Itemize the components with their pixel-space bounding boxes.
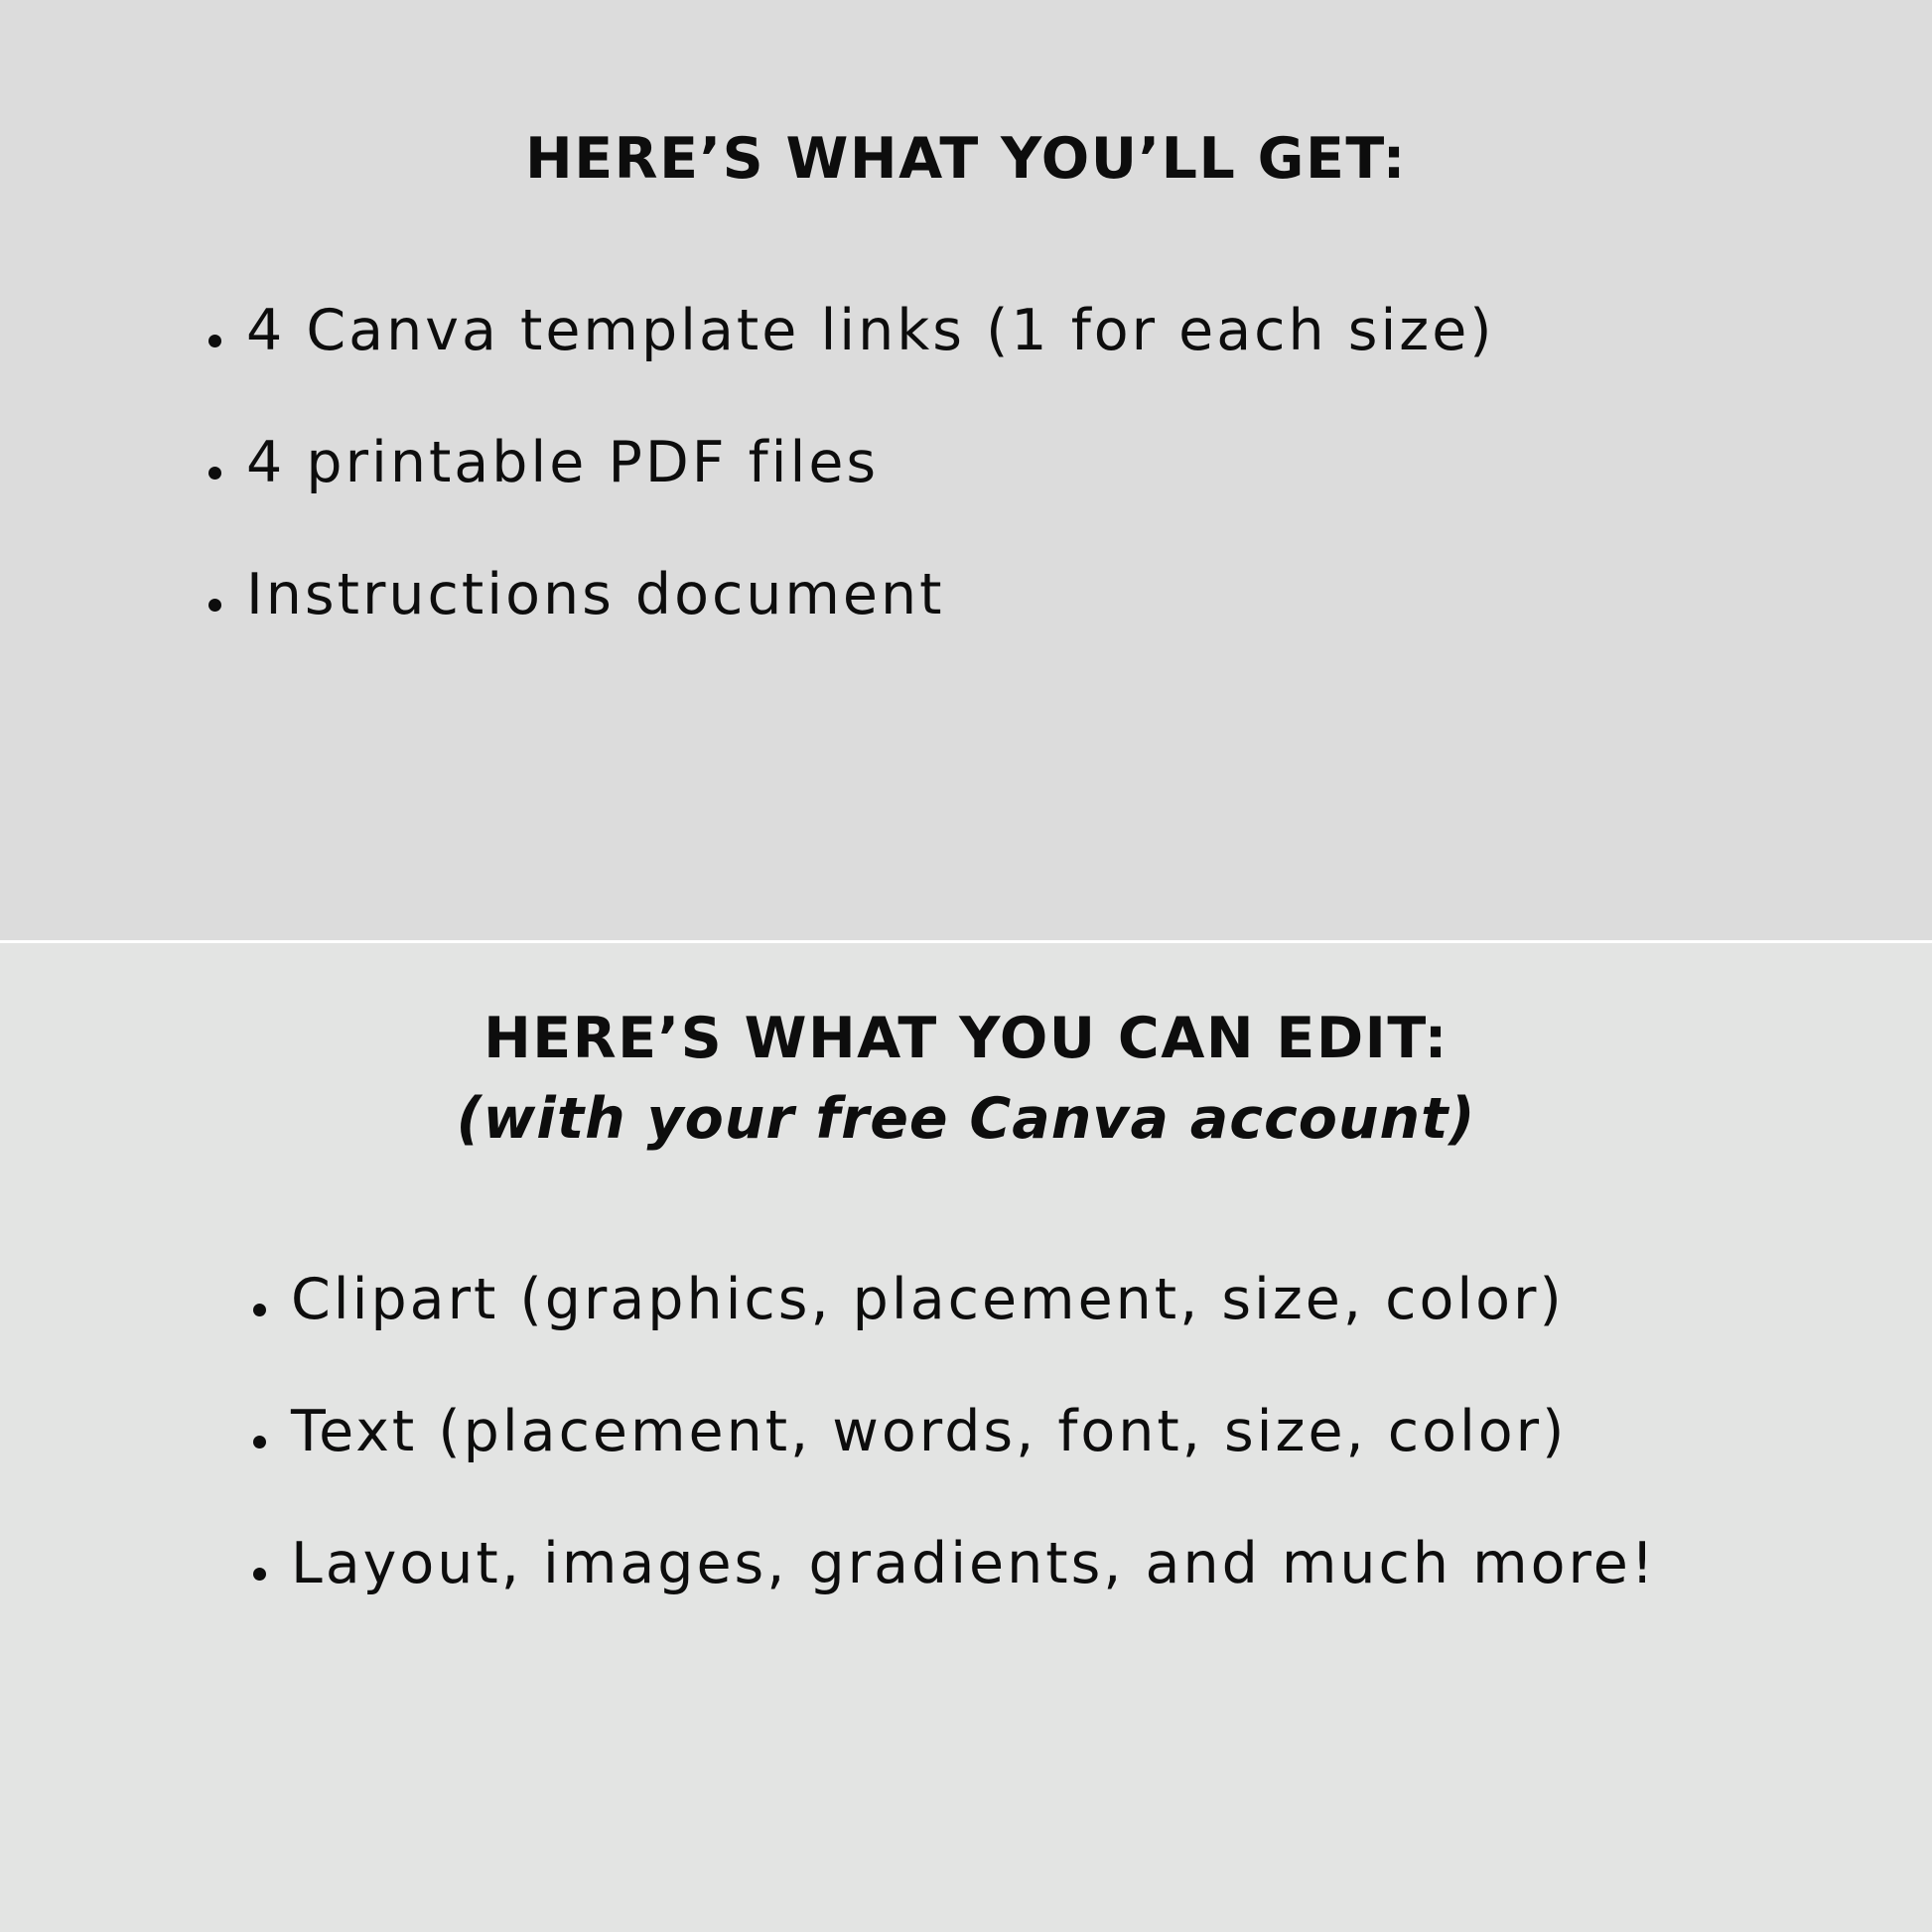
- list-item-text: Clipart (graphics, placement, size, color): [291, 1267, 1565, 1332]
- list-item-text: 4 printable PDF files: [246, 430, 880, 495]
- editable-heading: HERE’S WHAT YOU CAN EDIT:: [483, 1006, 1449, 1071]
- editable-section: [0, 943, 1932, 1932]
- included-section: [0, 0, 1932, 940]
- bullet-icon: [253, 1304, 266, 1316]
- list-item-text: Layout, images, gradients, and much more!: [291, 1531, 1657, 1596]
- bullet-icon: [208, 467, 221, 480]
- bullet-icon: [253, 1436, 266, 1449]
- bullet-icon: [208, 599, 221, 612]
- list-item-text: Instructions document: [246, 562, 945, 627]
- editable-subheading: (with your free Canva account): [456, 1086, 1476, 1152]
- list-item-text: Text (placement, words, font, size, color): [291, 1399, 1568, 1464]
- bullet-icon: [208, 335, 221, 347]
- list-item-text: 4 Canva template links (1 for each size): [246, 298, 1495, 363]
- included-heading: HERE’S WHAT YOU’LL GET:: [525, 126, 1407, 192]
- bullet-icon: [253, 1568, 266, 1581]
